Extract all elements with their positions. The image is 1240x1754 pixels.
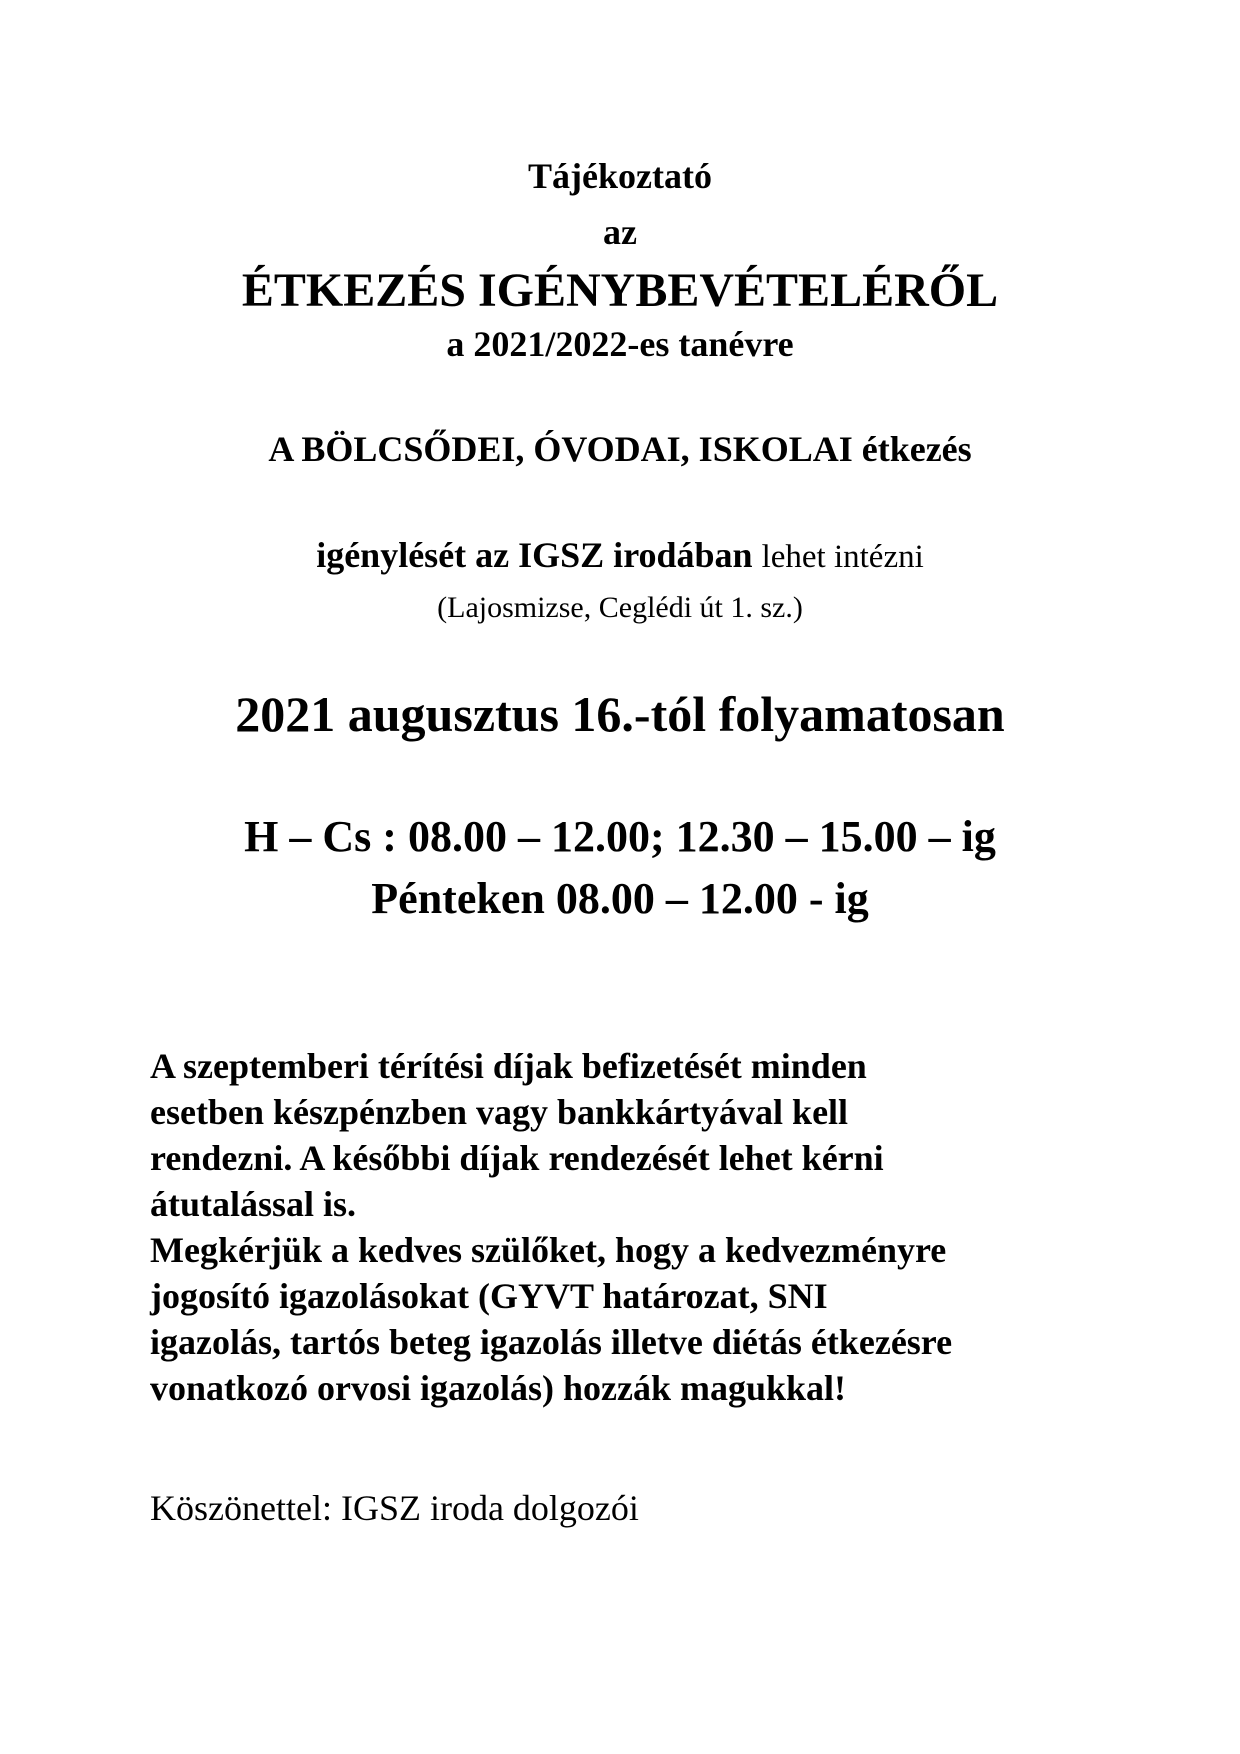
paragraph-line: vonatkozó orvosi igazolás) hozzák magukkal! [150, 1368, 847, 1408]
office-bold-text: igénylését az IGSZ irodában [316, 535, 753, 575]
paragraph-line: esetben készpénzben vagy bankkártyával kell [150, 1092, 849, 1132]
paragraph-line: átutalással is. [150, 1184, 357, 1224]
heading-line-1: Tájékoztató [528, 156, 712, 196]
documents-paragraph [150, 1227, 1150, 1411]
paragraph-line: rendezni. A későbbi díjak rendezését lehet kérni [150, 1138, 884, 1178]
paragraph-line: igazolás, tartós beteg igazolás illetve diétás étkezésre [150, 1322, 953, 1362]
friday-hours: Pénteken 08.00 – 12.00 - ig [371, 874, 869, 923]
office-line [0, 533, 1240, 579]
closing-signature: Köszönettel: IGSZ iroda dolgozói [150, 1488, 639, 1528]
start-date: 2021 augusztus 16.-tól folyamatosan [235, 686, 1005, 742]
meal-types: A BÖLCSŐDEI, ÓVODAI, ISKOLAI étkezés [268, 429, 972, 469]
weekday-hours: H – Cs : 08.00 – 12.00; 12.30 – 15.00 – ig [244, 812, 996, 861]
document-title: ÉTKEZÉS IGÉNYBEVÉTELÉRŐL [241, 264, 999, 317]
paragraph-line: A szeptemberi térítési díjak befizetését minden [150, 1046, 867, 1086]
heading-line-2: az [603, 212, 637, 252]
payment-paragraph [150, 1043, 1150, 1227]
office-normal-text: lehet intézni [761, 539, 924, 575]
paragraph-line: Megkérjük a kedves szülőket, hogy a kedvezményre [150, 1230, 947, 1270]
paragraph-line: jogosító igazolásokat (GYVT határozat, SNI [150, 1276, 828, 1316]
school-year: a 2021/2022-es tanévre [446, 324, 794, 364]
office-address: (Lajosmizse, Ceglédi út 1. sz.) [437, 591, 803, 624]
